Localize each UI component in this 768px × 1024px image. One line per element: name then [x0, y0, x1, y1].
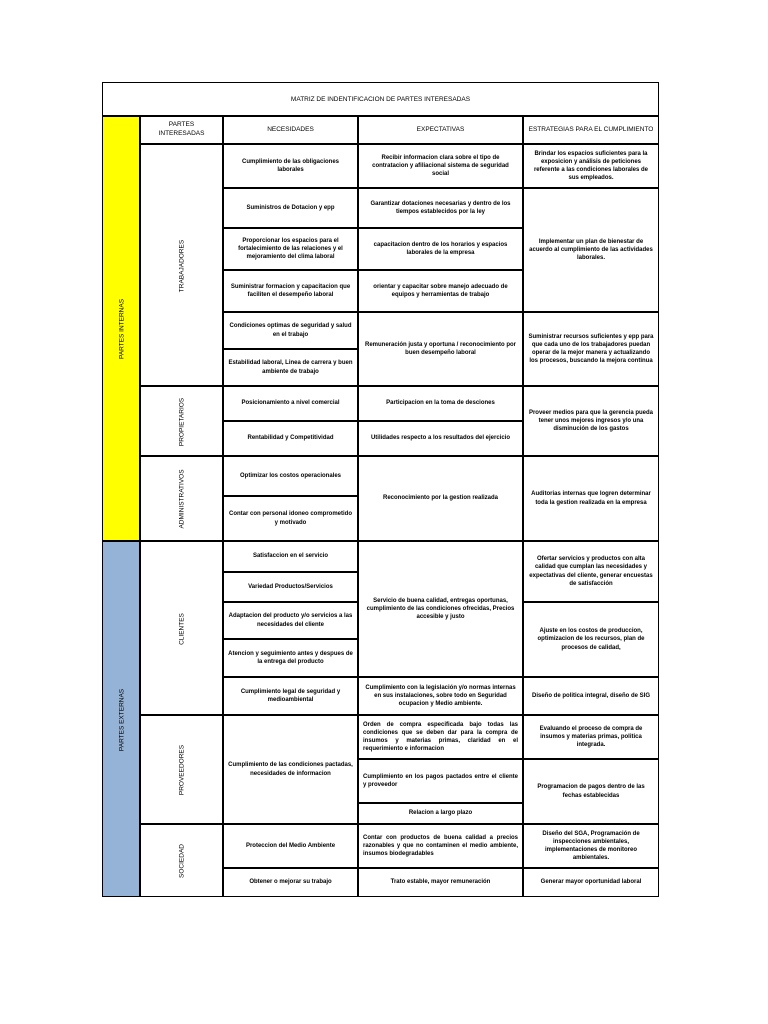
group-label-trabajadores: TRABAJADORES [178, 239, 186, 293]
necesidad-cell: Cumplimiento de las obligaciones laborales [223, 144, 358, 188]
expectativa-cell: orientar y capacitar sobre manejo adecuado de equipos y herramientas de trabajo [358, 270, 523, 312]
expectativa-cell: Garantizar dotaciones necesarias y dentro de los tiempos establecidos por la ley [358, 188, 523, 228]
matrix-title: MATRIZ DE INDENTIFICACION DE PARTES INTERESADAS [102, 82, 659, 116]
group-label-clientes: CLIENTES [178, 613, 186, 645]
necesidad-cell: Cumplimiento de las condiciones pactadas, necesidades de informacion [223, 715, 358, 824]
group-label-administrativos: ADMINISTRATIVOS [178, 469, 186, 529]
necesidad-cell: Obtener o mejorar su trabajo [223, 868, 358, 897]
necesidad-cell: Proteccion del Medio Ambiente [223, 824, 358, 868]
necesidad-cell: Contar con personal idoneo comprometido y motivado [223, 496, 358, 541]
group-sociedad [140, 824, 223, 897]
group-clientes [140, 541, 223, 715]
estrategia-cell: Brindar los espacios suficientes para la exposicion y análisis de peticiones referente a las condiciones laborales de sus empleados. [523, 144, 659, 188]
necesidad-cell: Optimizar los costos operacionales [223, 456, 358, 496]
expectativa-cell: Cumplimiento con la legislación y/o normas internas en sus instalaciones, sobre todo en Seguridad ocupacion y Medio ambiente. [358, 677, 523, 715]
expectativa-cell: Remuneración justa y oportuna / reconocimiento por buen desempeño laboral [358, 312, 523, 386]
expectativa-cell: Trato estable, mayor remuneración [358, 868, 523, 897]
estrategia-cell: Generar mayor oportunidad laboral [523, 868, 659, 897]
estrategia-cell: Ofertar servicios y productos con alta calidad que cumplan las necesidades y expectativas del cliente, generar encuestas de satisfacción [523, 541, 659, 602]
group-label-propietarios: PROPIETARIOS [178, 397, 186, 447]
header-expectativas: EXPECTATIVAS [358, 116, 523, 144]
expectativa-cell: Cumplimiento en los pagos pactados entre el cliente y proveedor [358, 759, 523, 803]
estrategia-cell: Evaluando el proceso de compra de insumos y materias primas, politica integrada. [523, 715, 659, 759]
necesidad-cell: Cumplimiento legal de seguridad y medioambiental [223, 677, 358, 715]
necesidad-cell: Satisfaccion en el servicio [223, 541, 358, 572]
necesidad-cell: Posicionamiento a nivel comercial [223, 386, 358, 421]
estrategia-cell: Proveer medios para que la gerencia pueda tener unos mejores ingresos y/o una disminución de los gastos [523, 386, 659, 456]
expectativa-cell: Servicio de buena calidad, entregas oportunas, cumplimiento de las condiciones ofrecidas, Precios accesible y justo [358, 541, 523, 677]
necesidad-cell: Adaptacion del producto y/o servicios a las necesidades del cliente [223, 602, 358, 639]
band-partes-externas [102, 541, 140, 897]
necesidad-cell: Suministrar formacion y capacitacion que faciliten el desempeño laboral [223, 270, 358, 312]
group-proveedores [140, 715, 223, 824]
expectativa-cell: Orden de compra especificada bajo todas las condiciones que se deben dar para la compra de insumos y materias primas, claridad en el requerimiento e informacion [358, 715, 523, 759]
estrategia-cell: Programacion de pagos dentro de las fechas establecidas [523, 759, 659, 824]
group-label-sociedad: SOCIEDAD [178, 844, 186, 878]
group-label-proveedores: PROVEEDORES [178, 744, 186, 796]
necesidad-cell: Proporcionar los espacios para el fortalecimiento de las relaciones y el mejoramiento del clima laboral [223, 228, 358, 270]
header-partes: PARTES INTERESADAS [140, 116, 223, 144]
necesidad-cell: Suministros de Dotacion y epp [223, 188, 358, 228]
necesidad-cell: Rentabilidad y Competitividad [223, 421, 358, 456]
necesidad-cell: Variedad Productos/Servicios [223, 572, 358, 602]
group-propietarios [140, 386, 223, 456]
group-trabajadores [140, 144, 223, 386]
expectativa-cell: Participacion en la toma de desciones [358, 386, 523, 421]
band-label-externas: PARTES EXTERNAS [118, 688, 126, 752]
estrategia-cell: Implementar un plan de bienestar de acuerdo al cumplimiento de las actividades laborales. [523, 188, 659, 312]
header-necesidades: NECESIDADES [223, 116, 358, 144]
expectativa-cell: capacitacion dentro de los horarios y espacios laborales de la empresa [358, 228, 523, 270]
estrategia-cell: Ajuste en los costos de produccion, optimizacion de los recursos, plan de procesos de calidad, [523, 602, 659, 677]
expectativa-cell: Relacion a largo plazo [358, 803, 523, 824]
band-label-internas: PARTES INTERNAS [118, 298, 126, 360]
necesidad-cell: Atencion y seguimiento antes y despues de la entrega del producto [223, 639, 358, 677]
expectativa-cell: Reconocimiento por la gestion realizada [358, 456, 523, 541]
expectativa-cell: Recibir informacion clara sobre el tipo de contratacion y afiliacional sistema de seguridad social [358, 144, 523, 188]
estrategia-cell: Diseño de politica integral, diseño de SIG [523, 677, 659, 715]
estrategia-cell: Suministrar recursos suficientes y epp para que cada uno de los trabajadores puedan operar de la mejor manera y actualizando los procesos, buscando la mejora continua [523, 312, 659, 386]
group-administrativos [140, 456, 223, 541]
estrategia-cell: Diseño del SGA, Programación de inspecciones ambientales, implementaciones de monitoreo ambientales. [523, 824, 659, 868]
necesidad-cell: Estabilidad laboral, Linea de carrera y buen ambiente de trabajo [223, 349, 358, 386]
band-partes-internas [102, 116, 140, 541]
expectativa-cell: Utilidades respecto a los resultados del ejercicio [358, 421, 523, 456]
estrategia-cell: Auditorias internas que logren determinar toda la gestion realizada en la empresa [523, 456, 659, 541]
expectativa-cell: Contar con productos de buena calidad a precios razonables y que no contaminen el medio ambiente, insumos biodegradables [358, 824, 523, 868]
necesidad-cell: Condiciones optimas de seguridad y salud en el trabajo [223, 312, 358, 349]
header-estrategias: ESTRATEGIAS PARA EL CUMPLIMIENTO [523, 116, 659, 144]
